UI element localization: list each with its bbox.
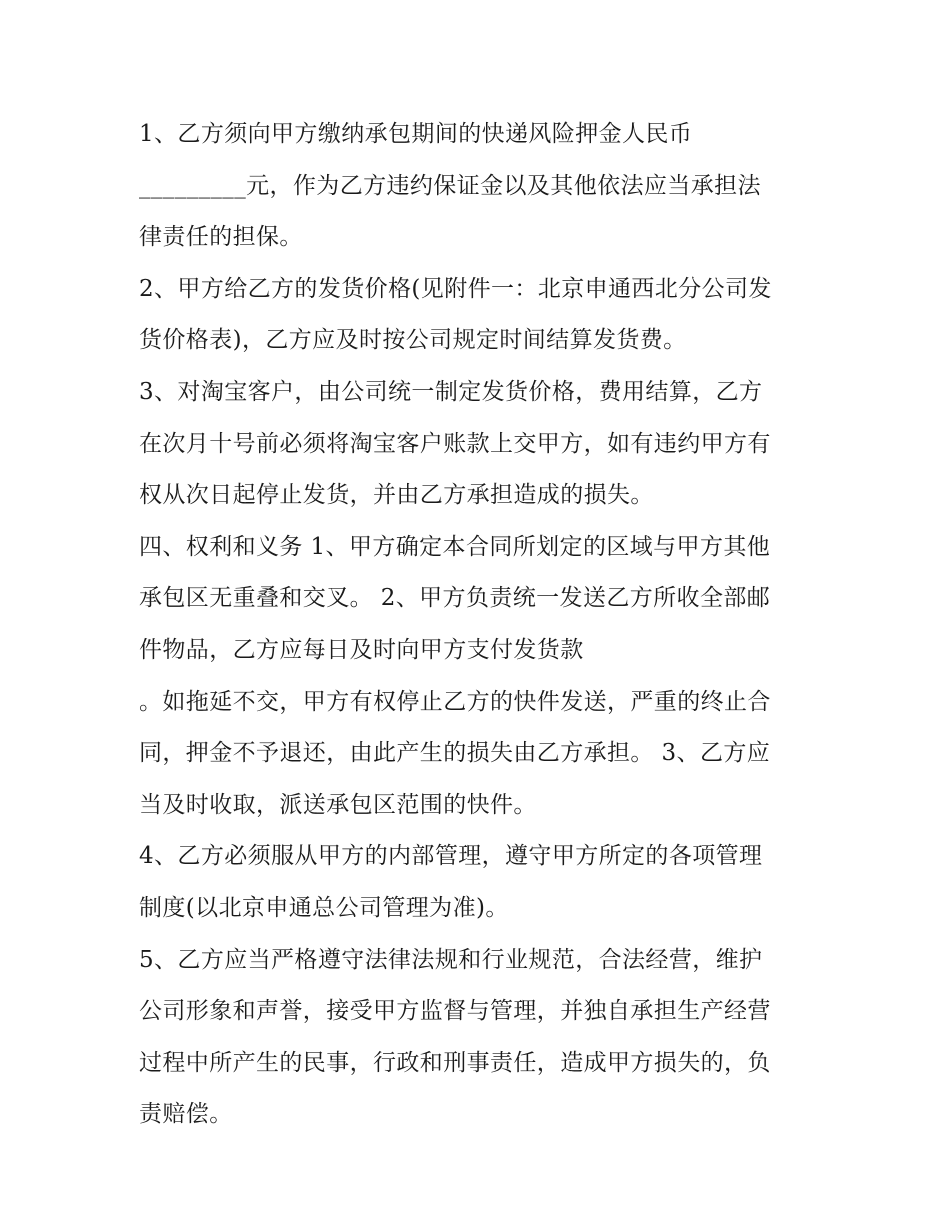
text-line: 5、乙方应当严格遵守法律法规和行业规范，合法经营，维护 <box>139 946 763 973</box>
text-line: 当及时收取，派送承包区范围的快件。 <box>139 791 537 818</box>
text-line: 件物品，乙方应每日及时向甲方支付发货款 <box>139 636 584 663</box>
text-line: 4、乙方必须服从甲方的内部管理，遵守甲方所定的各项管理 <box>139 843 763 870</box>
text-line: _________元，作为乙方违约保证金以及其他依法应当承担法 <box>139 172 761 199</box>
text-line: 1、乙方须向甲方缴纳承包期间的快递风险押金人民币 <box>139 121 693 147</box>
text-line: 律责任的担保。 <box>139 224 303 251</box>
text-line: 货价格表)，乙方应及时按公司规定时间结算发货费。 <box>139 327 687 354</box>
text-line: 公司形象和声誉，接受甲方监督与管理，并独自承担生产经营 <box>139 998 771 1025</box>
text-line: 2、甲方给乙方的发货价格(见附件一：北京申通西北分公司发 <box>139 275 772 302</box>
text-line: 责赔偿。 <box>139 1101 233 1128</box>
text-line: 同，押金不予退还，由此产生的损失由乙方承担。 3、乙方应 <box>139 740 771 767</box>
text-line: 承包区无重叠和交叉。 2、甲方负责统一发送乙方所收全部邮 <box>139 585 771 612</box>
contract-text <box>139 109 819 1141</box>
text-line: 制度(以北京申通总公司管理为准)。 <box>139 894 509 921</box>
text-line: 3、对淘宝客户，由公司统一制定发货价格，费用结算，乙方 <box>139 378 763 405</box>
text-line: 。如拖延不交，甲方有权停止乙方的快件发送，严重的终止合 <box>139 688 771 715</box>
text-line: 四、权利和义务 1、甲方确定本合同所划定的区域与甲方其他 <box>139 533 771 560</box>
text-line: 过程中所产生的民事，行政和刑事责任，造成甲方损失的，负 <box>139 1049 771 1076</box>
text-line: 权从次日起停止发货，并由乙方承担造成的损失。 <box>139 482 654 509</box>
text-line: 在次月十号前必须将淘宝客户账款上交甲方，如有违约甲方有 <box>139 430 771 457</box>
